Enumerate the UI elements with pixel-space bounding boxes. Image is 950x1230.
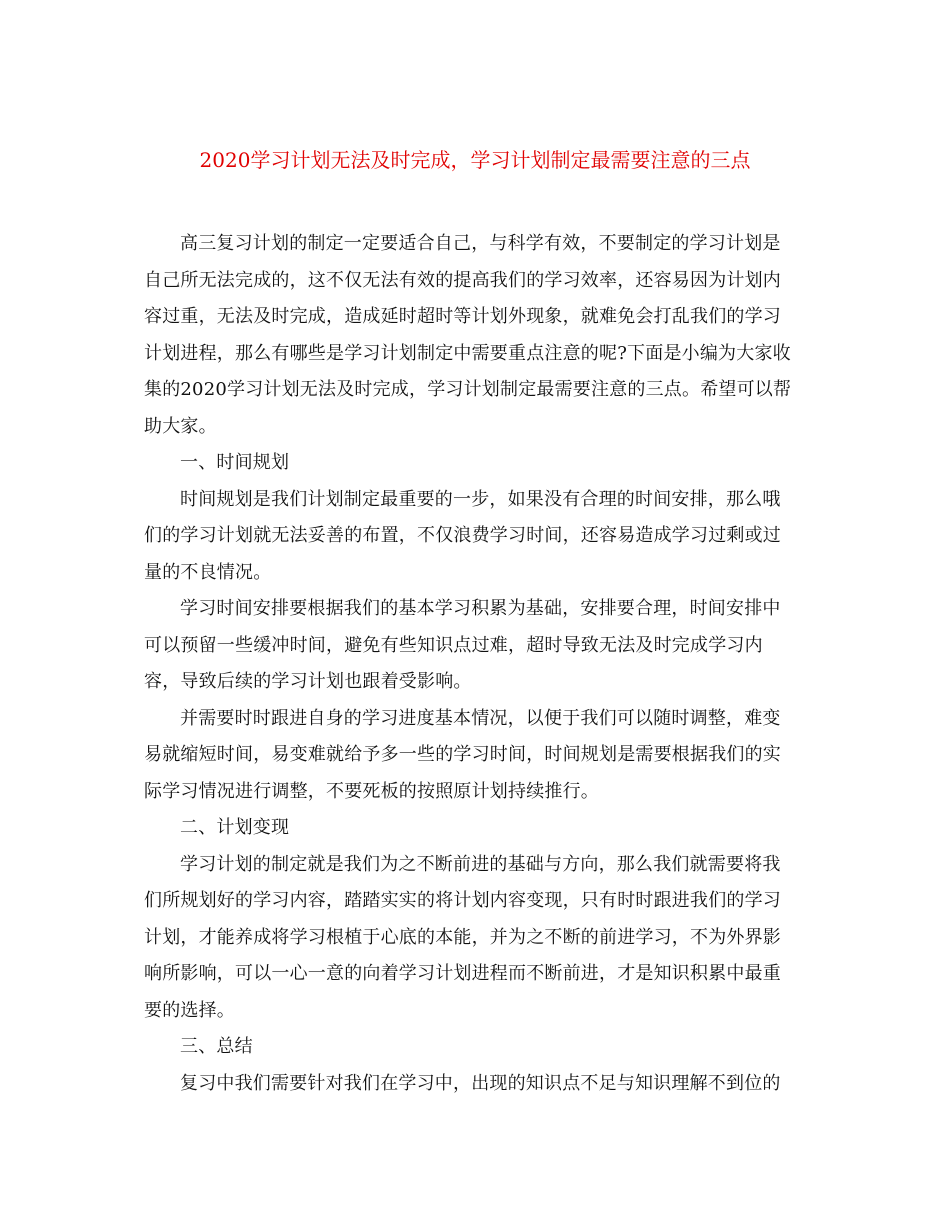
paragraph-line: 计划进程，那么有哪些是学习计划制定中需要重点注意的呢?下面是小编为大家收	[144, 343, 791, 364]
paragraph-line: 量的不良情况。	[144, 562, 272, 583]
paragraph-line: 高三复习计划的制定一定要适合自己，与科学有效，不要制定的学习计划是	[180, 233, 781, 254]
section-heading: 二、计划变现	[180, 817, 290, 838]
paragraph-line: 容过重，无法及时完成，造成延时超时等计划外现象，就难免会打乱我们的学习	[144, 306, 781, 327]
paragraph-line: 易就缩短时间，易变难就给予多一些的学习时间，时间规划是需要根据我们的实	[144, 744, 781, 765]
document-title: 2020学习计划无法及时完成，学习计划制定最需要注意的三点	[199, 148, 751, 172]
paragraph-line: 助大家。	[144, 416, 217, 437]
section-heading: 一、时间规划	[180, 452, 290, 473]
paragraph-line: 学习计划的制定就是我们为之不断前进的基础与方向，那么我们就需要将我	[180, 854, 781, 875]
paragraph-line: 响所影响，可以一心一意的向着学习计划进程而不断前进，才是知识积累中最重	[144, 963, 781, 984]
paragraph-line: 复习中我们需要针对我们在学习中，出现的知识点不足与知识理解不到位的	[180, 1073, 781, 1094]
paragraph-line: 们的学习计划就无法妥善的布置，不仅浪费学习时间，还容易造成学习过剩或过	[144, 525, 781, 546]
paragraph-line: 集的2020学习计划无法及时完成，学习计划制定最需要注意的三点。希望可以帮	[144, 379, 792, 400]
paragraph-line: 时间规划是我们计划制定最重要的一步，如果没有合理的时间安排，那么哦	[180, 489, 781, 510]
paragraph-line: 容，导致后续的学习计划也跟着受影响。	[144, 671, 472, 692]
paragraph-line: 学习时间安排要根据我们的基本学习积累为基础，安排要合理，时间安排中	[180, 598, 781, 619]
paragraph-line: 们所规划好的学习内容，踏踏实实的将计划内容变现，只有时时跟进我们的学习	[144, 890, 781, 911]
paragraph-line: 并需要时时跟进自身的学习进度基本情况，以便于我们可以随时调整，难变	[180, 708, 781, 729]
paragraph-line: 自己所无法完成的，这不仅无法有效的提高我们的学习效率，还容易因为计划内	[144, 270, 781, 291]
paragraph-line: 要的选择。	[144, 1000, 235, 1021]
paragraph-line: 际学习情况进行调整，不要死板的按照原计划持续推行。	[144, 781, 599, 802]
paragraph-line: 可以预留一些缓冲时间，避免有些知识点过难，超时导致无法及时完成学习内	[144, 635, 763, 656]
section-heading: 三、总结	[180, 1036, 253, 1057]
paragraph-line: 计划，才能养成将学习根植于心底的本能，并为之不断的前进学习，不为外界影	[144, 927, 781, 948]
